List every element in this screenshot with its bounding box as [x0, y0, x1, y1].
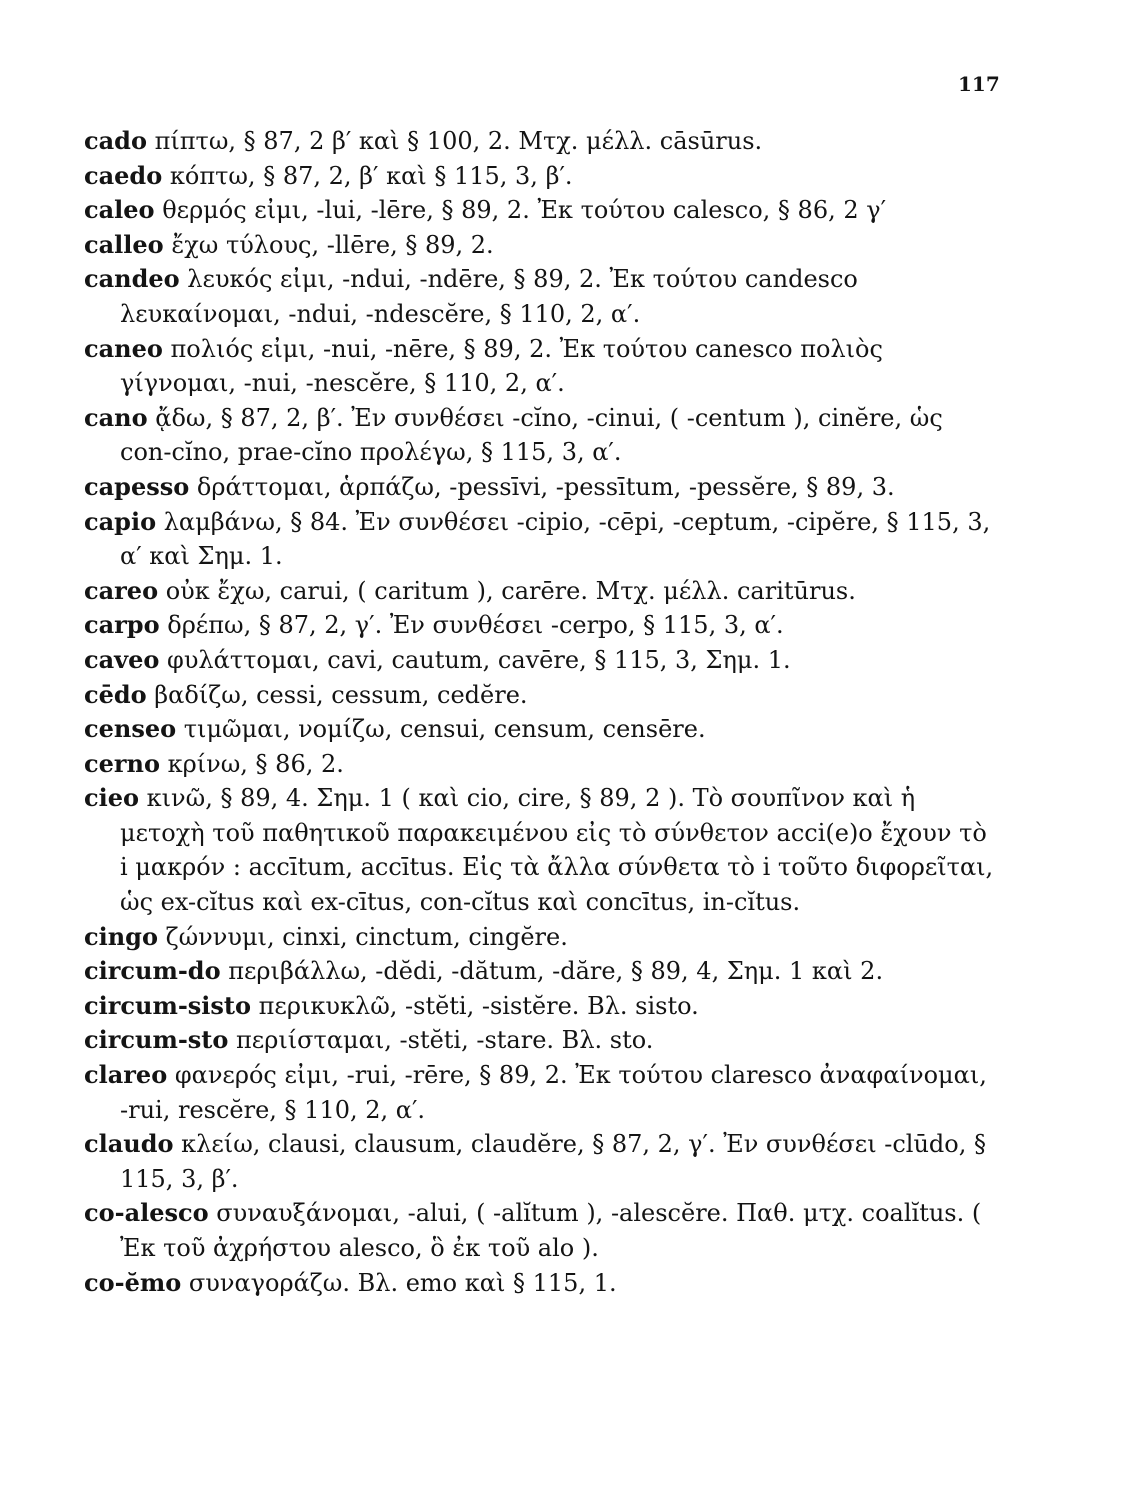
entry-definition: κόπτω, § 87, 2, β′ καὶ § 115, 3, β′.	[162, 161, 573, 190]
entry-definition: φανερός εἰμι, -rui, -rēre, § 89, 2. Ἐκ τούτου claresco ἀναφαίνομαι, -rui, rescĕre, § 110, 2, α′.	[120, 1061, 987, 1124]
entry-definition: φυλάττομαι, cavi, cautum, cavēre, § 115, 3, Σημ. 1.	[159, 645, 791, 674]
entry-headword: censeo	[84, 714, 177, 744]
entry-headword: caveo	[84, 644, 160, 674]
dictionary-entry	[84, 781, 996, 919]
dictionary-entry	[84, 920, 996, 955]
entry-headword: cēdo	[84, 679, 147, 709]
entry-headword: caleo	[84, 195, 155, 225]
entry-definition: περιβάλλω, -dĕdi, -dătum, -dăre, § 89, 4, Σημ. 1 καὶ 2.	[220, 957, 884, 986]
dictionary-entry	[84, 574, 996, 609]
entry-headword: caedo	[84, 160, 163, 190]
entry-definition: συναυξάνομαι, -alui, ( -alĭtum ), -alescĕre. Παθ. μτχ. coalĭtus. ( Ἐκ τοῦ ἀχρήστου alesco, ὃ ἐκ τοῦ alo ).	[120, 1199, 982, 1262]
dictionary-entry	[84, 401, 996, 470]
entry-headword: claudo	[84, 1129, 174, 1159]
entry-definition: θερμός εἰμι, -lui, -lēre, § 89, 2. Ἐκ τούτου calesco, § 86, 2 γ′	[154, 196, 887, 225]
dictionary-entry	[84, 608, 996, 643]
entry-headword: cingo	[84, 921, 158, 951]
dictionary-entry	[84, 954, 996, 989]
entry-headword: caneo	[84, 333, 163, 363]
dictionary-entry	[84, 505, 996, 574]
entry-definition: δράττομαι, ἁρπάζω, -pessīvi, -pessītum, -pessĕre, § 89, 3.	[189, 472, 895, 501]
entry-definition: πίπτω, § 87, 2 β′ καὶ § 100, 2. Μτχ. μέλλ. cāsūrus.	[146, 127, 763, 155]
dictionary-entry	[84, 159, 996, 194]
entry-list	[84, 124, 996, 1300]
entry-definition: ᾄδω, § 87, 2, β′. Ἐν συνθέσει -cĭno, -cinui, ( -centum ), cinĕre, ὡς con-cĭno, prae-cĭno προλέγω, § 115, 3, α′.	[120, 403, 943, 467]
dictionary-entry	[84, 262, 996, 331]
page-number: 117	[958, 72, 1000, 96]
entry-headword: circum-do	[84, 956, 221, 986]
entry-headword: cerno	[84, 748, 160, 778]
dictionary-entry	[84, 124, 996, 159]
dictionary-entry	[84, 332, 996, 401]
entry-headword: candeo	[84, 264, 180, 294]
entry-definition: κρίνω, § 86, 2.	[159, 749, 344, 778]
dictionary-entry	[84, 712, 996, 747]
entry-definition: πολιός εἰμι, -nui, -nēre, § 89, 2. Ἐκ τούτου canesco πολιὸς γίγνομαι, -nui, -nescĕre, § 110, 2, α′.	[120, 334, 883, 398]
entry-definition: περικυκλῶ, -stĕti, -sistĕre. Βλ. sisto.	[251, 991, 699, 1020]
entry-headword: co-alesco	[84, 1198, 209, 1228]
dictionary-entry	[84, 1266, 996, 1301]
entry-headword: co-ĕmo	[84, 1267, 182, 1297]
entry-headword: capesso	[84, 471, 190, 501]
dictionary-entry	[84, 989, 996, 1024]
entry-definition: ζώννυμι, cinxi, cinctum, cingĕre.	[157, 922, 568, 951]
entry-headword: carpo	[84, 610, 160, 640]
entry-definition: κινῶ, § 89, 4. Σημ. 1 ( καὶ cio, cire, § 89, 2 ). Τὸ σουπῖνον καὶ ἡ μετοχὴ τοῦ παθητικοῦ παρακειμένου εἰς τὸ σύνθετον acci(e)o ἔχουν τὸ i μακρόν : accītum, accītus. Εἰς τὰ ἄλλα σύνθετα τὸ i τοῦτο διφορεῖται, ὡς ex-cĭtus καὶ ex-cītus, con-cĭtus καὶ concītus, in-cĭtus.	[120, 784, 994, 917]
entry-headword: cieo	[84, 783, 140, 813]
dictionary-entry	[84, 1058, 996, 1127]
entry-definition: οὐκ ἔχω, carui, ( caritum ), carēre. Μτχ. μέλλ. caritūrus.	[158, 576, 856, 605]
entry-headword: calleo	[84, 229, 164, 259]
dictionary-entry	[84, 1023, 996, 1058]
entry-headword: cado	[84, 126, 147, 155]
dictionary-entry	[84, 193, 996, 228]
dictionary-entry	[84, 228, 996, 263]
entry-definition: ἔχω τύλους, -llēre, § 89, 2.	[163, 230, 494, 259]
dictionary-entry	[84, 747, 996, 782]
entry-headword: circum-sisto	[84, 990, 252, 1020]
dictionary-entry	[84, 1127, 996, 1196]
entry-definition: περιίσταμαι, -stĕti, -stare. Βλ. sto.	[228, 1026, 654, 1055]
entry-definition: δρέπω, § 87, 2, γ′. Ἐν συνθέσει -cerpo, § 115, 3, α′.	[159, 611, 784, 640]
entry-definition: τιμῶμαι, νομίζω, censui, censum, censēre.	[176, 715, 706, 744]
dictionary-entry	[84, 678, 996, 713]
entry-definition: λαμβάνω, § 84. Ἐν συνθέσει -cipio, -cēpi, -ceptum, -cipĕre, § 115, 3, α′ καὶ Σημ. 1.	[120, 507, 991, 571]
entry-definition: λευκός εἰμι, -ndui, -ndēre, § 89, 2. Ἐκ τούτου candesco λευκαίνομαι, -ndui, -ndescĕre, § 110, 2, α′.	[120, 265, 858, 328]
entry-headword: cano	[84, 402, 148, 432]
entry-definition: βαδίζω, cessi, cessum, cedĕre.	[146, 680, 528, 709]
entry-headword: careo	[84, 575, 159, 605]
entry-headword: capio	[84, 506, 157, 536]
entry-definition: συναγοράζω. Βλ. emo καὶ § 115, 1.	[181, 1268, 617, 1297]
dictionary-entry	[84, 1196, 996, 1265]
dictionary-entry	[84, 643, 996, 678]
entry-headword: circum-sto	[84, 1025, 229, 1055]
entry-headword: clareo	[84, 1060, 168, 1090]
entry-definition: κλείω, clausi, clausum, claudĕre, § 87, 2, γ′. Ἐν συνθέσει -clūdo, § 115, 3, β′.	[120, 1130, 986, 1193]
dictionary-entry	[84, 470, 996, 505]
